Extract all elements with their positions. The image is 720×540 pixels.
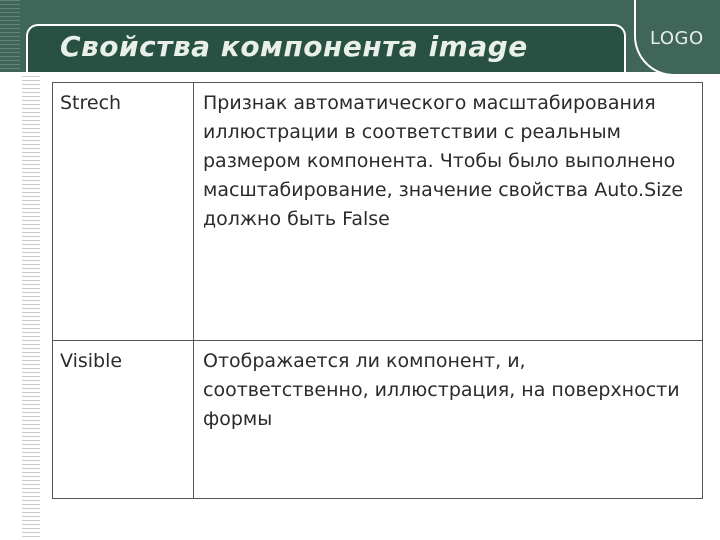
property-description-cell: Отображается ли компонент, и, соответственно, иллюстрация, на поверхности формы xyxy=(194,341,703,499)
page-title: Свойства компонента image xyxy=(60,30,528,63)
table-row xyxy=(53,83,703,341)
property-description-cell: Признак автоматического масштабирования иллюстрации в соответствии с реальным размером компонента. Чтобы было выполнено масштабирование, значение свойства Auto.Size должно быть False xyxy=(194,83,703,341)
property-name-cell: Visible xyxy=(53,341,194,499)
properties-table xyxy=(52,82,703,499)
decorative-lines-top xyxy=(0,0,20,72)
table-row xyxy=(53,341,703,499)
logo: LOGO xyxy=(650,28,704,49)
decorative-lines-left xyxy=(22,76,40,540)
property-name-cell: Strech xyxy=(53,83,194,341)
